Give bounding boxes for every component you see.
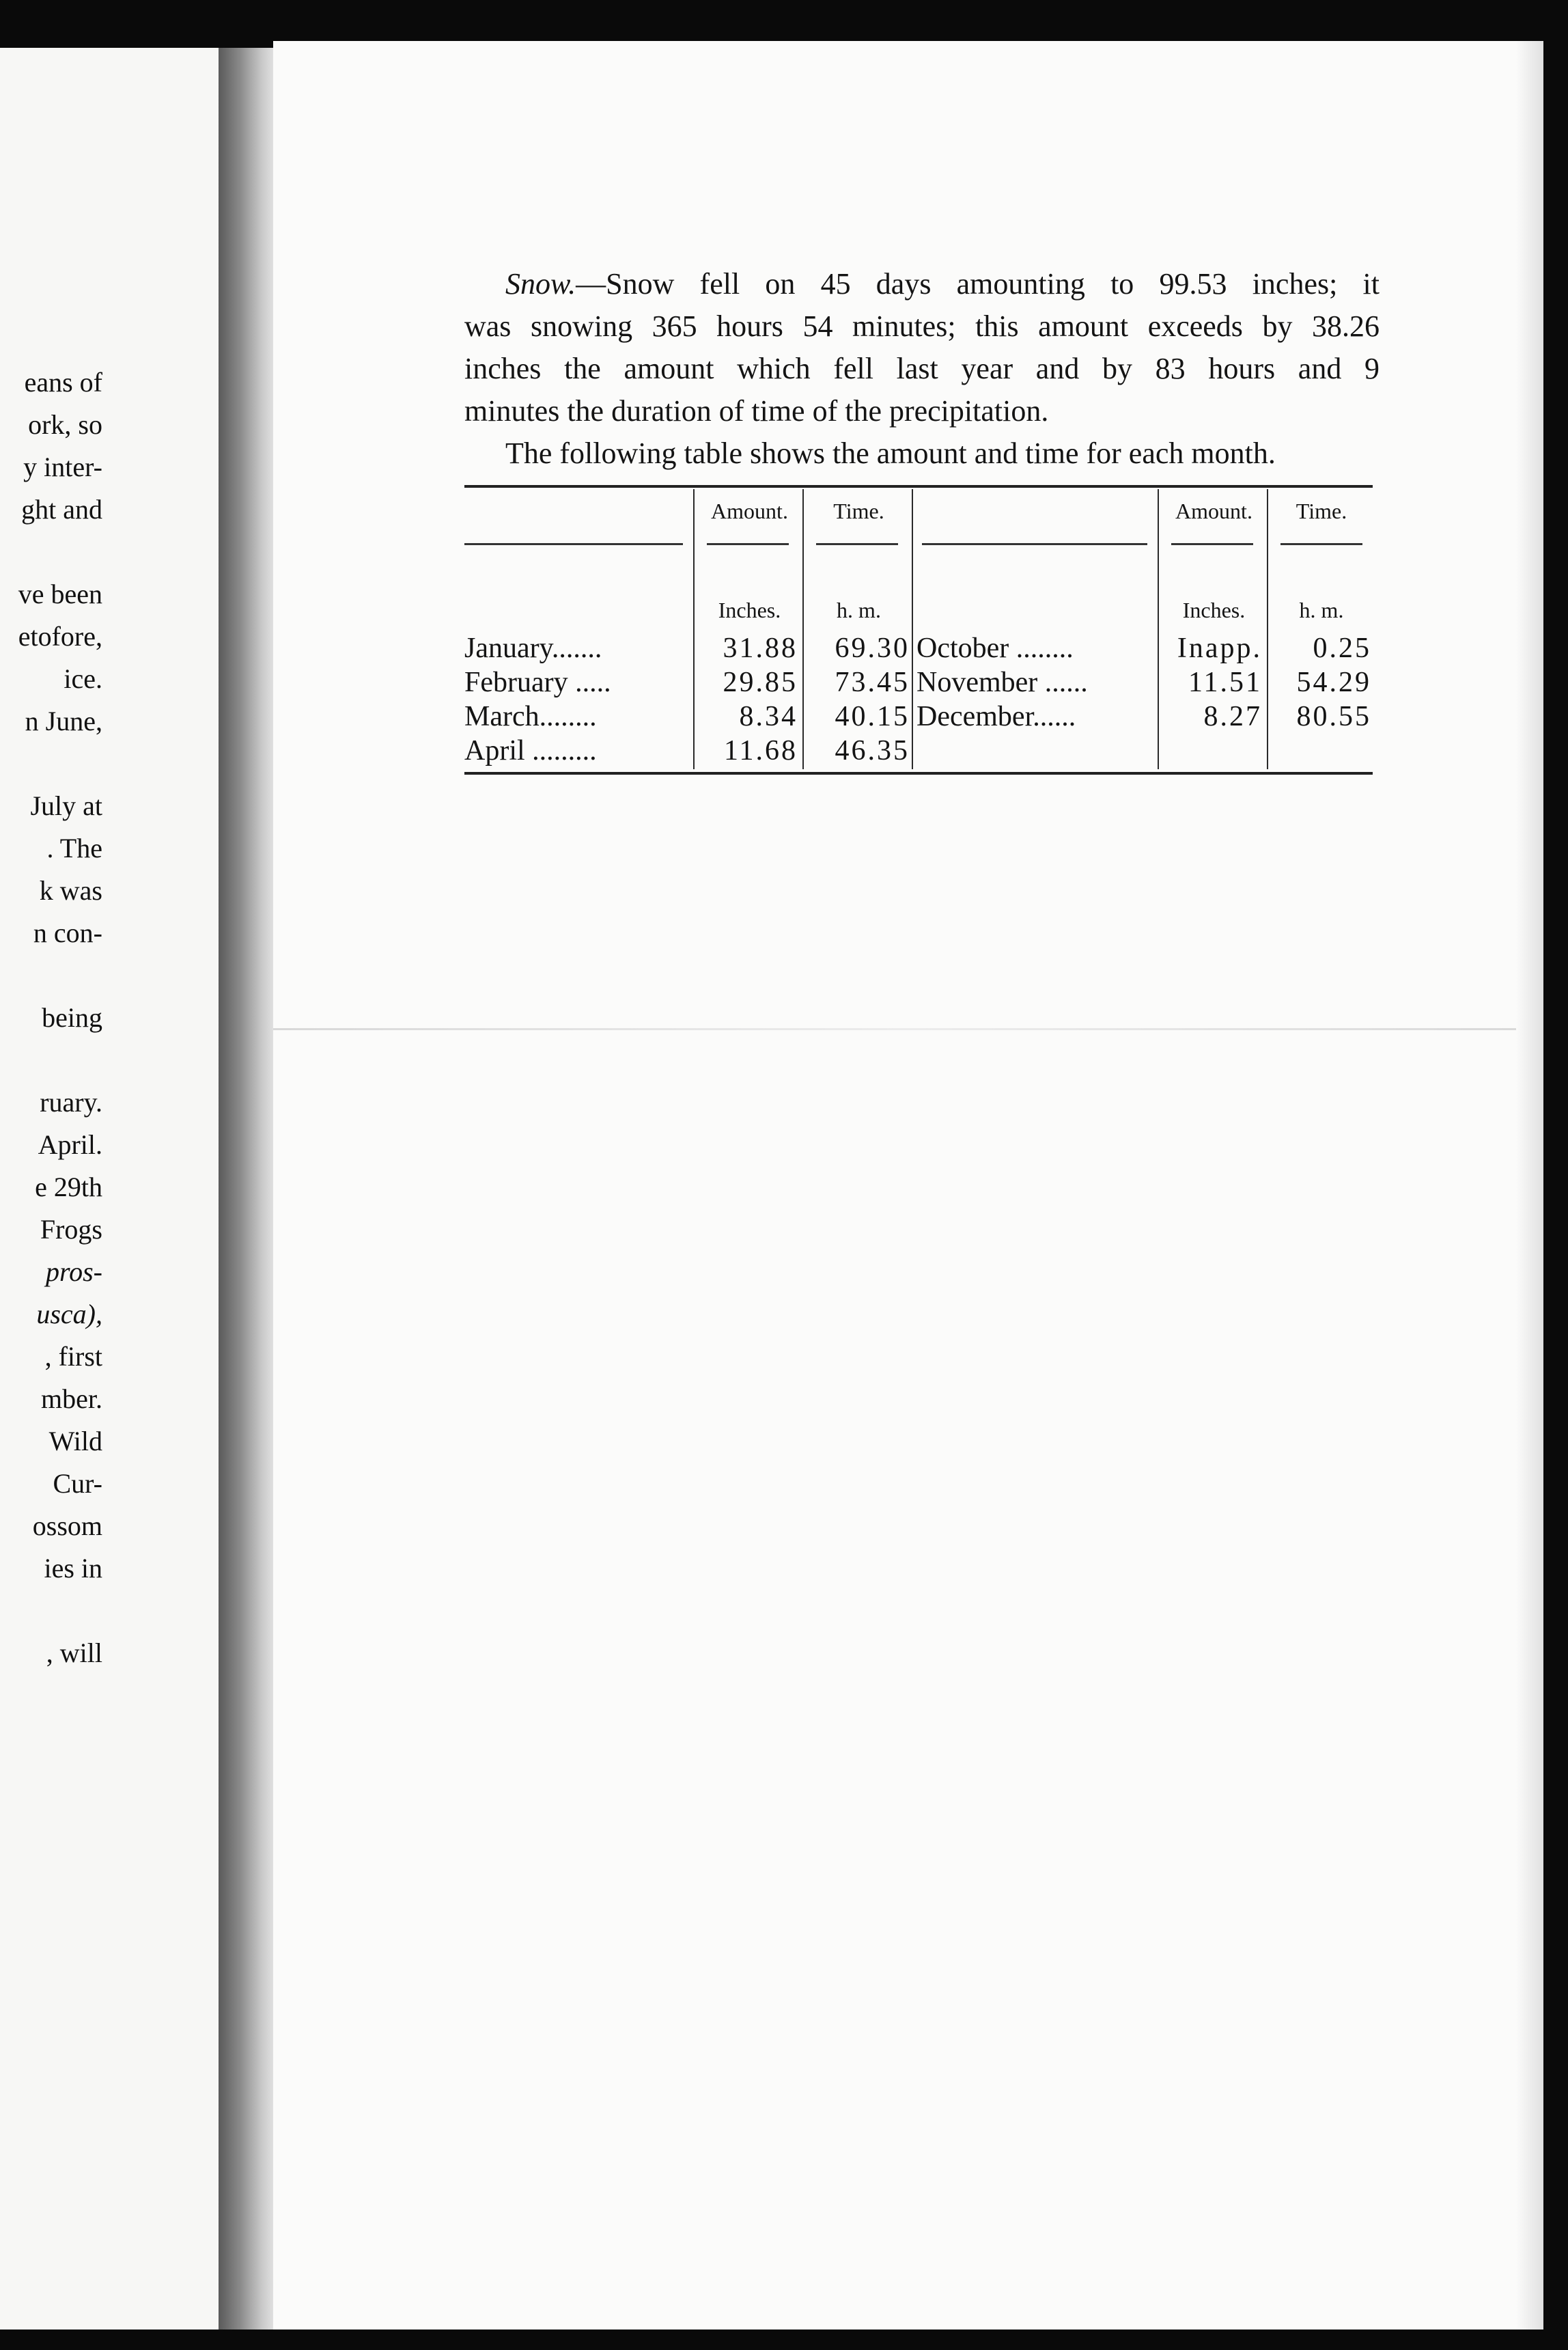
paragraph-line-4: minutes the duration of time of the precipitation.: [464, 394, 1049, 428]
paragraph-line-3: inches the amount which fell last year and by 83 hours and 9: [464, 352, 1380, 385]
unit-amount-right: Inches.: [1182, 598, 1246, 622]
left-page-line: . The: [46, 833, 102, 863]
table-divider: [1267, 489, 1268, 769]
left-page-line: , first: [44, 1341, 102, 1372]
month-december: December......: [916, 701, 1076, 732]
time-december: 80.55: [1296, 701, 1371, 732]
paragraph-text: —Snow fell on 45 days amounting to 99.53 inches; it: [576, 267, 1380, 301]
time-march: 40.15: [835, 701, 910, 732]
left-page-line: n con-: [33, 917, 102, 948]
amount-december: 8.27: [1203, 701, 1262, 732]
left-page-line: ght and: [21, 494, 102, 525]
left-page-line: ruary.: [40, 1087, 102, 1118]
header-time-left: Time.: [833, 499, 884, 523]
left-page-line: mber.: [41, 1383, 102, 1414]
left-page-line: , will: [46, 1637, 102, 1668]
header-dash: [816, 543, 898, 545]
time-january: 69.30: [835, 633, 910, 664]
left-page-line: pros-: [46, 1256, 102, 1287]
unit-time-right: h. m.: [1299, 598, 1344, 622]
left-page-line: n June,: [25, 706, 102, 736]
time-october: 0.25: [1313, 633, 1371, 664]
left-page-line: July at: [30, 790, 102, 821]
left-page-line: Cur-: [53, 1468, 102, 1499]
table-divider: [802, 489, 804, 769]
left-page-line: April.: [38, 1129, 102, 1160]
left-page-line: e 29th: [35, 1172, 102, 1202]
left-page-line: y inter-: [23, 452, 102, 482]
table-divider: [693, 489, 695, 769]
table-divider: [912, 489, 913, 769]
header-amount-right: Amount.: [1175, 499, 1252, 523]
left-page-line: Wild: [48, 1426, 102, 1456]
table-top-rule: [464, 485, 1373, 488]
time-november: 54.29: [1296, 667, 1371, 698]
time-april: 46.35: [835, 735, 910, 766]
table-divider: [1158, 489, 1159, 769]
left-page-line: ork, so: [28, 409, 102, 440]
left-page-line: eans of: [24, 367, 102, 398]
table-intro: The following table shows the amount and time for each month.: [505, 437, 1276, 470]
header-dash: [464, 543, 683, 545]
left-page-line: ice.: [64, 663, 102, 694]
snow-paragraph: [464, 263, 1380, 475]
header-time-right: Time.: [1296, 499, 1347, 523]
left-page-line: k was: [39, 875, 102, 906]
right-page: [273, 41, 1543, 2330]
table-bottom-rule: [464, 772, 1373, 775]
amount-april: 11.68: [724, 735, 798, 766]
header-dash: [1280, 543, 1362, 545]
month-april: April .........: [464, 735, 597, 766]
unit-amount-left: Inches.: [718, 598, 781, 622]
month-march: March........: [464, 701, 597, 732]
header-amount-left: Amount.: [711, 499, 788, 523]
unit-time-left: h. m.: [837, 598, 881, 622]
left-page-line: being: [42, 1002, 102, 1033]
snow-heading: Snow.: [505, 267, 576, 301]
amount-february: 29.85: [723, 667, 798, 698]
left-page-line: ossom: [32, 1510, 102, 1541]
header-dash: [1171, 543, 1253, 545]
month-february: February .....: [464, 667, 611, 698]
left-page-line: Frogs: [40, 1214, 102, 1245]
left-page-line: etofore,: [18, 621, 102, 652]
month-october: October ........: [916, 633, 1074, 664]
page-fold-line: [273, 1028, 1543, 1030]
left-page-line: usca),: [36, 1299, 102, 1329]
time-february: 73.45: [835, 667, 910, 698]
header-dash: [922, 543, 1147, 545]
left-page-fragment: [0, 48, 219, 2330]
header-dash: [707, 543, 789, 545]
month-november: November ......: [916, 667, 1088, 698]
book-gutter-shadow: [219, 48, 280, 2330]
amount-october: Inapp.: [1177, 633, 1262, 664]
paragraph-line-2: was snowing 365 hours 54 minutes; this amount exceeds by 38.26: [464, 309, 1380, 343]
page-edge: [1516, 41, 1543, 2330]
left-page-line: ies in: [44, 1553, 102, 1584]
paragraph-line-1: [464, 263, 1380, 305]
amount-january: 31.88: [723, 633, 798, 664]
amount-november: 11.51: [1188, 667, 1262, 698]
left-page-line: ve been: [18, 579, 102, 609]
amount-march: 8.34: [739, 701, 798, 732]
month-january: January.......: [464, 633, 602, 664]
